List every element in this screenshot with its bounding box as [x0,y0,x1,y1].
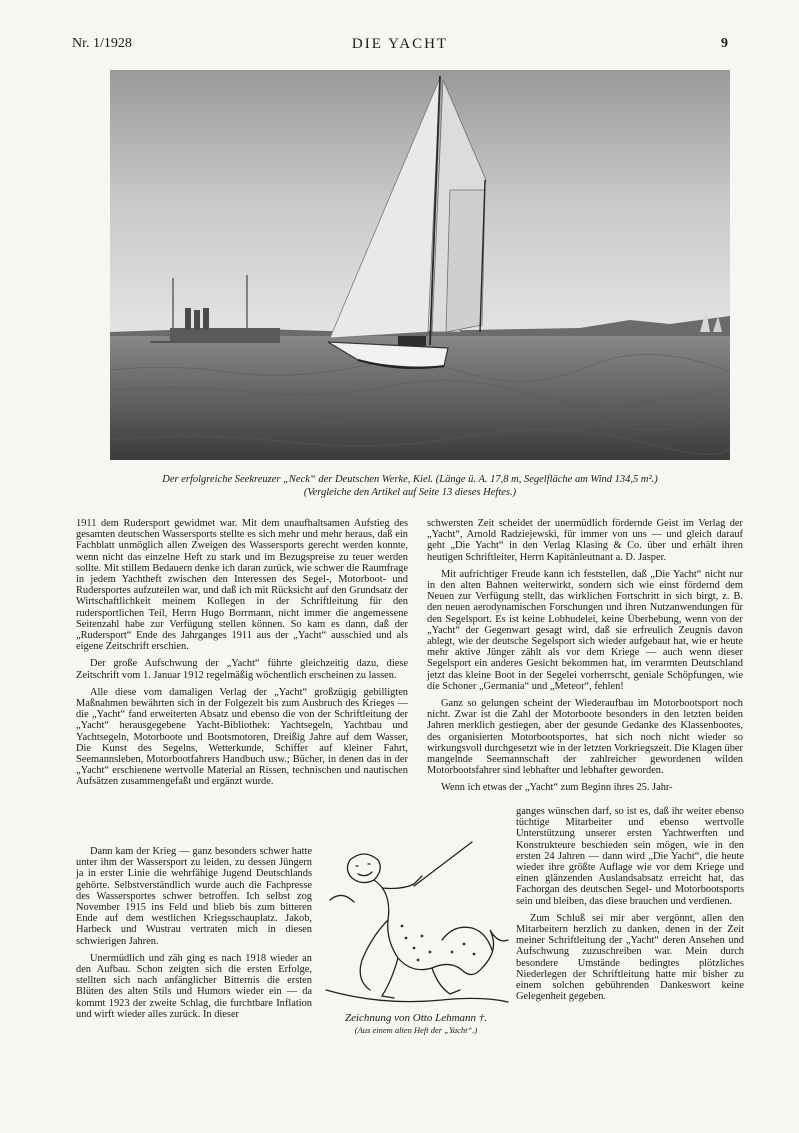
paragraph: 1911 dem Rudersport gewidmet war. Mit dem unaufhaltsamen Aufstieg des gesamten deutschen Wassersports stellte es sich mehr und mehr heraus, daß ein Fachblatt unmöglich allen Zweigen des Wassersports gerecht werden konnte, wenn nicht das einzelne Heft zu stark und im Bezugspreise zu teuer werden sollte. Mit stillem Bedauern denke ich daran zurück, wie schwer die Raumfrage in jedem Yachtheft zwischen den Interessen des Segel-, Motorboot- und Rudersportes aufzuteilen war, und daß ich mit Rücksicht auf den Grundsatz der Wirtschaftlichkeit meinem Kollegen in der Schriftleitung für den rudersportlichen Teil, Herrn Hugo Borrmann, nicht immer die angemessene Seitenzahl habe zur Verfügung stellen können. So kam es dann, daß der „Rudersport“ Ende des Jahrganges 1911 aus der „Yacht“ ausschied und als eigene Zeitschrift erschien. [76,518,408,653]
fish-knight-sketch [322,840,512,1010]
article-column-right-top [427,518,743,800]
paragraph: Alle diese vom damaligen Verlag der „Yacht“ großzügig gebilligten Maßnahmen bewährten sich in der Folgezeit bis zum Ausbruch des Krieges — die „Yacht“ fand erweiterten Absatz und ebenso die von der Schriftleitung der „Yacht“ herausgegebene Yacht-Bibliothek: Yachtsegeln, Yachtbau und Yachtsegeln, Motorboote und Bootsmotoren, Dreißig Jahre auf dem Wasser, Die Kunst des Segelns, Wetterkunde, Schiffer auf kleiner Fahrt, Seemannsleben, Motorbootfahrers Handbuch usw.; Bücher, in denen das in der „Yacht“ erschienene wertvolle Material an Rissen, technischen und nautischen Aufsätzen zusammengefaßt und ergänzt wurde. [76,686,408,788]
paragraph: Der große Aufschwung der „Yacht“ führte gleichzeitig dazu, diese Zeitschrift vom 1. Januar 1912 regelmäßig wöchentlich erscheinen zu lassen. [76,658,408,681]
issue-number: Nr. 1/1928 [72,36,132,51]
article-column-right-bottom [516,806,744,1008]
caricature-drawing [322,840,512,1010]
drawing-caption-title: Zeichnung von Otto Lehmann †. [344,1012,488,1024]
paragraph: Unermüdlich und zäh ging es nach 1918 wieder an den Aufbau. Schon zeigten sich die ersten Erfolge, stellten sich nach anfänglicher Bitternis die ersten Blüten des alten Stils und Humors wieder ein — da kommt 1923 der zweite Schlag, die furchtbare Inflation und wirft wieder alles zurück. In dieser [76,952,312,1020]
paragraph: schwersten Zeit scheidet der unermüdlich fördernde Geist im Verlag der „Yacht“, Arnold Radziejewski, für immer von uns — und gleich darauf geht „Die Yacht“ in den Verlag Klasing & Co. über und erhält ihren heutigen Schriftleiter, Herrn Kapitänleutnant a. D. Jasper. [427,518,743,563]
paragraph: Mit aufrichtiger Freude kann ich feststellen, daß „Die Yacht“ nicht nur in den alten Bahnen weiterwirkt, sondern sich wie einst fördernd dem Neuen zur Verfügung stellt, das wirklichen Fortschritt in sich birgt, z. B. den neuen aerodynamischen Forschungen und ihren Nutzanwendungen für den Segelsport. Es ist keine Lobhudelei, keine Überhebung, wenn von der „Yacht“ der Gegenwart gesagt wird, daß sie erfreulich Zeugnis davon ablegt, wie der deutsche Segelsport sich wieder aufgebaut hat, wie er heute mehr aktive Jünger zählt als vor dem Kriege — auch wenn dieser Segelsport ein anderes Gesicht bekommen hat, im verarmten Deutschland jetzt das kleine Boot in der Segelei vorherrscht, geniale Schöpfungen, wie die Schoner „Germania“ und „Meteor“, fehlen! [427,568,743,692]
page-number: 9 [721,36,728,51]
article-column-left-top [76,518,408,794]
photo-caption-line-1: Der erfolgreiche Seekreuzer „Neck“ der Deutschen Werke, Kiel. (Länge ü. A. 17,8 m, Segelfläche am Wind 134,5 m².) [162,474,658,485]
yacht-photo-illustration [110,70,730,460]
paragraph: Wenn ich etwas der „Yacht“ zum Beginn ihres 25. Jahr- [441,782,673,794]
photo-caption-line-2: (Vergleiche den Artikel auf Seite 13 dieses Heftes.) [303,487,517,498]
paragraph: Zum Schluß sei mir aber vergönnt, allen den Mitarbeitern herzlich zu danken, denen in der Zeit meiner Schriftleitung der „Yacht“ deren Ansehen und Aufschwung zuzuschreiben war. Mein durch besondere Umstände bedingtes plötzliches Niederlegen der Schriftleitung hatte mir bisher zu einem solchen gebührenden Dankeswort keine Gelegenheit gegeben. [516,912,744,1003]
drawing-caption [316,1012,516,1036]
yacht-photo [110,70,730,460]
article-column-left-bottom [76,846,312,1026]
paragraph: Dann kam der Krieg — ganz besonders schwer hatte unter ihm der Wassersport zu leiden, zu dessen Jüngern ja in erster Linie die wehrfähige Jugend Deutschlands gehörte. Selbstverständlich wurde auch die Fachpresse des Wassersportes schwer betroffen. Ich selbst zog November 1915 ins Feld und blieb bis zum bitteren Ende auf dem westlichen Kriegsschauplatz. Jakob, Harbeck und Wustrau vertraten mich in diesen schwierigen Jahren. [76,846,312,947]
paragraph: Ganz so gelungen scheint der Wiederaufbau im Motorbootsport noch nicht. Zwar ist die Zahl der Motorboote besonders in den letzten beiden Jahren merklich gestiegen, aber der gesunde Gedanke des Klassenbootes, des organisierten Motorbootsportes, hat sich noch nicht wieder so wirkungsvoll durchgesetzt wie in der letzten Vorkriegszeit. Die Klagen über mangelnde Seemannschaft der zahlreicher gewordenen wilden Motorbootsfahrer sind lebhafter und lebhafter geworden. [427,698,743,777]
drawing-caption-source: (Aus einem alten Heft der „Yacht“.) [354,1025,478,1035]
photo-caption [80,473,740,499]
magazine-title: DIE YACHT [351,36,449,52]
page-header [72,36,728,56]
paragraph: ganges wünschen darf, so ist es, daß ihr weiter ebenso tüchtige Mitarbeiter und ebenso wertvolle Unterstützung unserer ersten Yachtwerften und Konstrukteure beschieden sein mögen, wie in den ersten 24 Jahren — dann wird „Die Yacht“, die heute wieder ihre größte Auflage wie vor dem Kriege und einen glänzenden Auslandsabsatz erreicht hat, das Fachorgan des deutschen Segel- und Motorbootsports sein und bleiben, das diese brauchen und verdienen. [516,806,744,907]
